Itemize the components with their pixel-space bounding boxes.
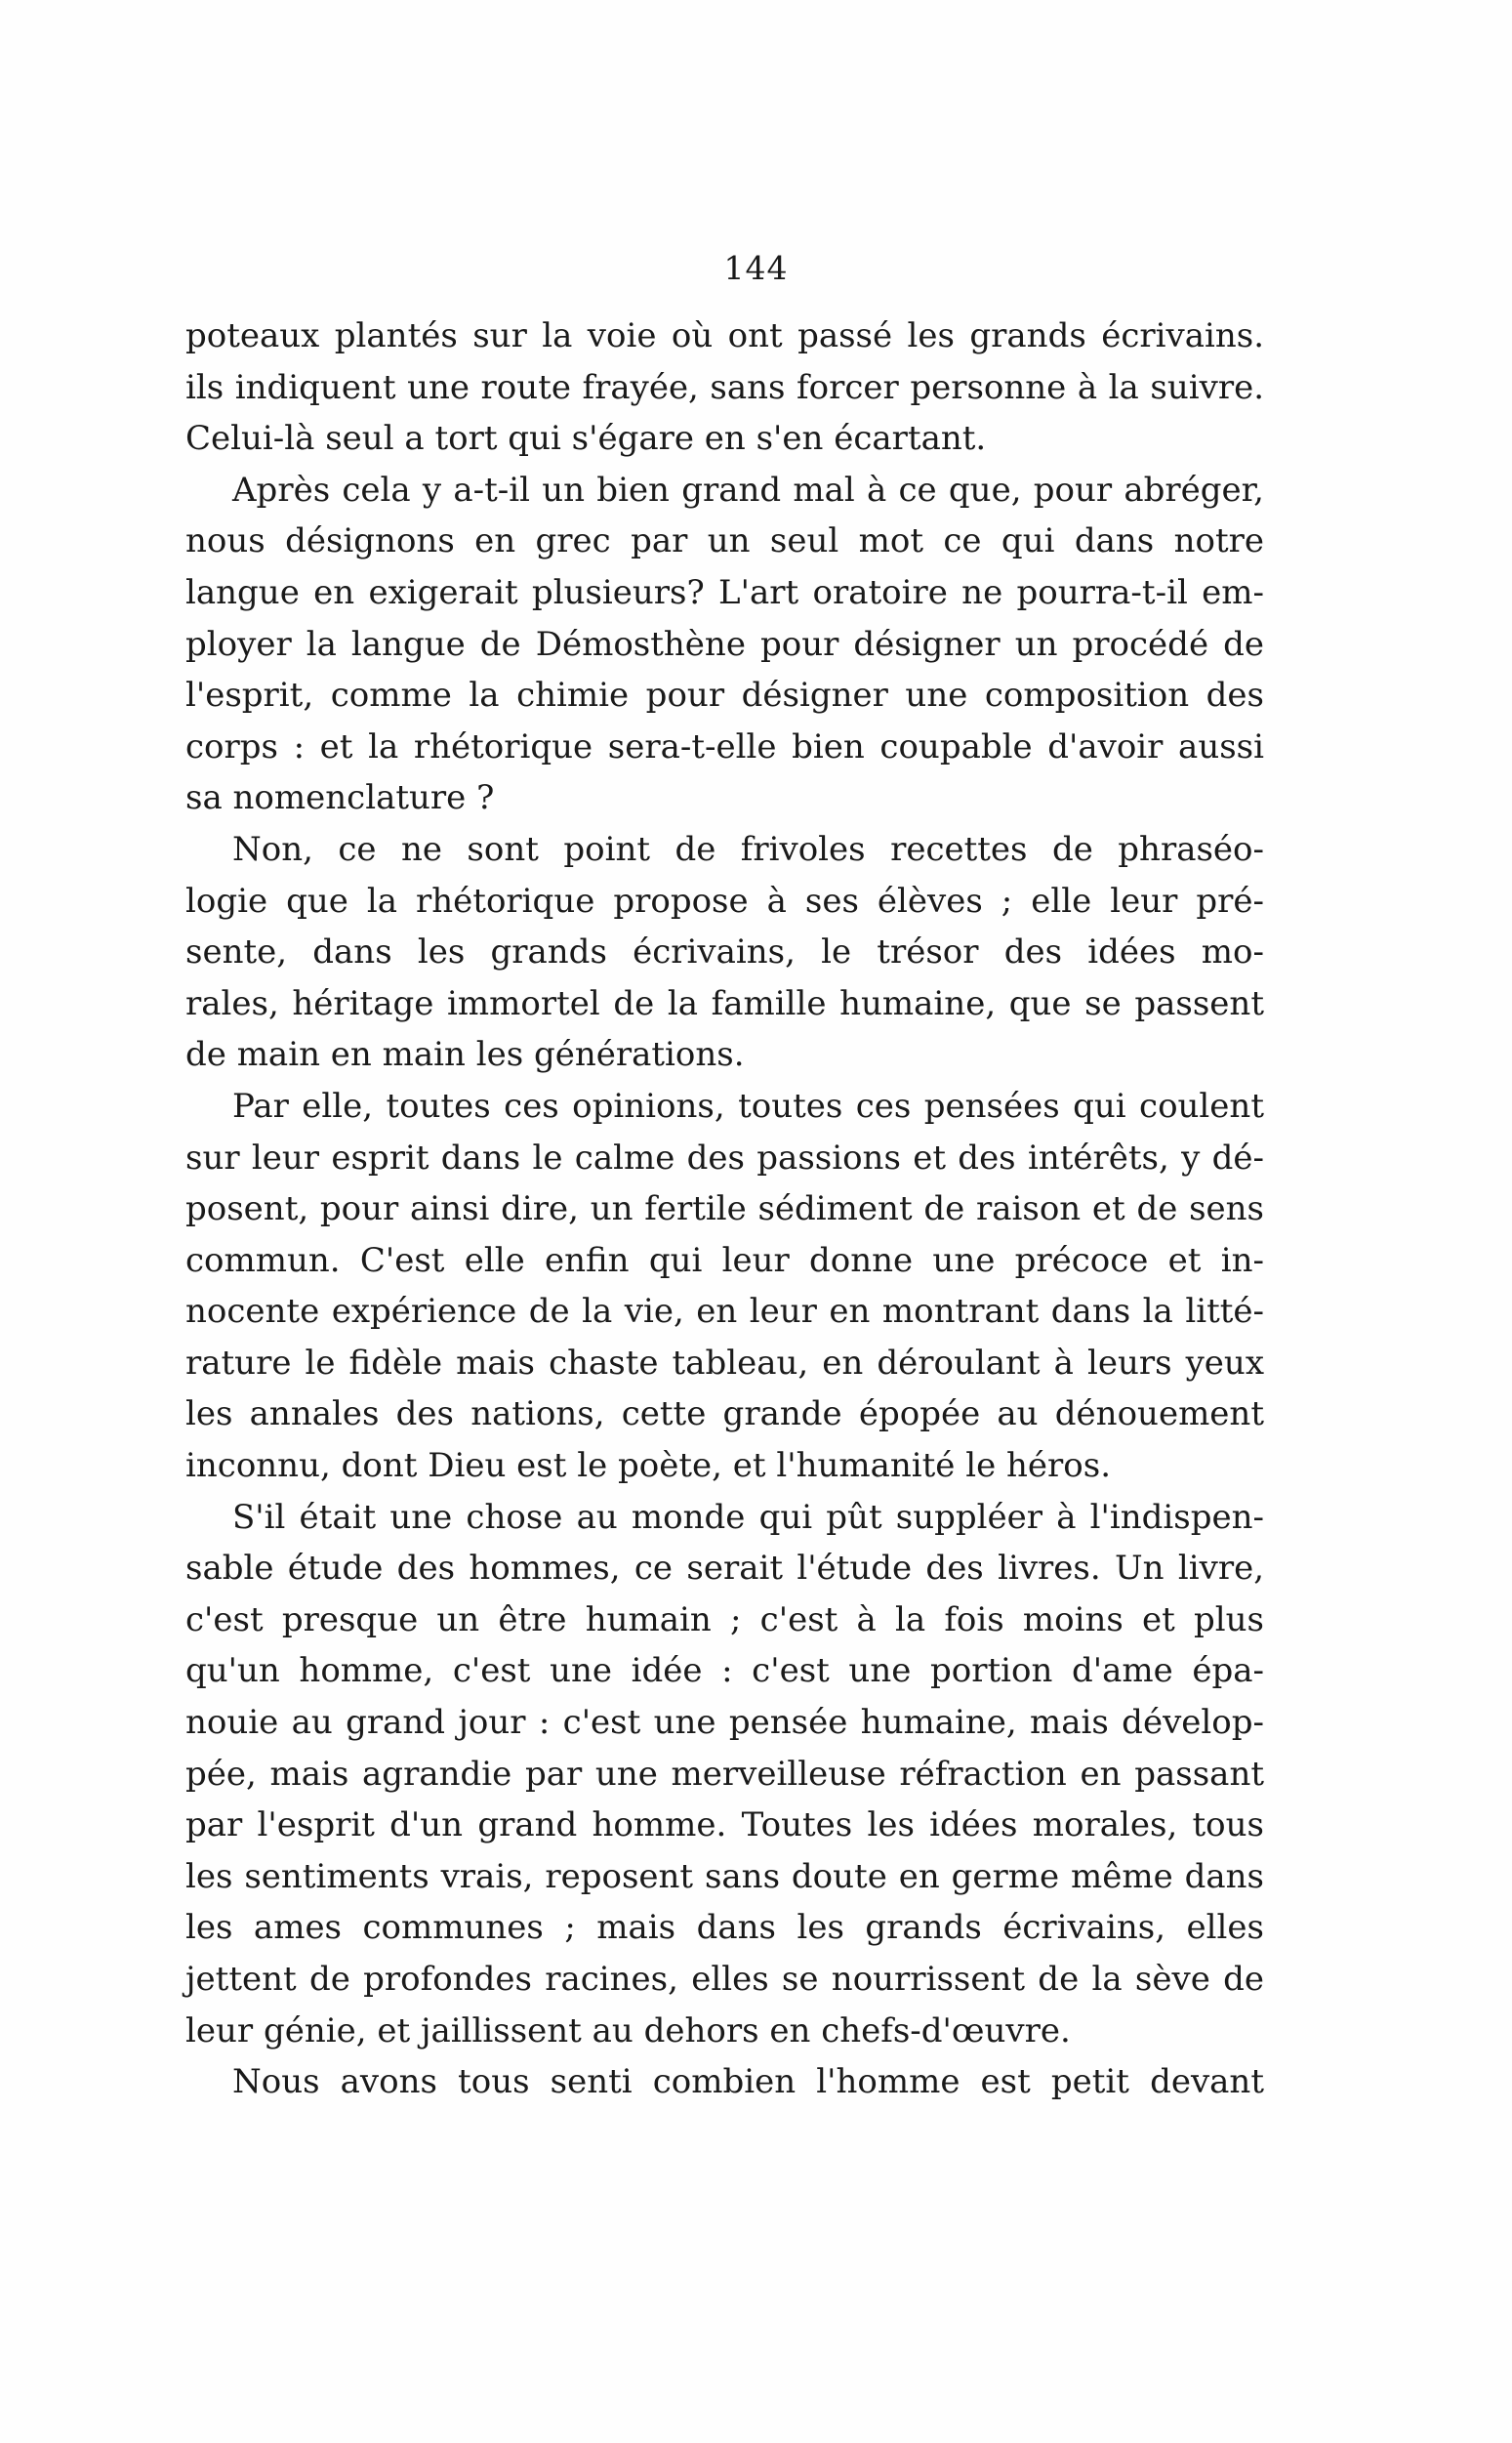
text-line: Par elle, toutes ces opinions, toutes ces pensées qui coulent	[232, 1086, 1264, 1126]
text-line: S'il était une chose au monde qui pût suppléer à l'indispen-	[232, 1497, 1264, 1537]
text-line: posent, pour ainsi dire, un fertile sédiment de raison et de sens	[185, 1189, 1264, 1229]
text-line: c'est presque un être humain ; c'est à la fois moins et plus	[185, 1599, 1264, 1639]
text-line: les ames communes ; mais dans les grands écrivains, elles	[185, 1908, 1264, 1948]
text-line: sur leur esprit dans le calme des passions et des intérêts, y dé-	[185, 1138, 1264, 1178]
text-line: commun. C'est elle enfin qui leur donne une précoce et in-	[185, 1240, 1264, 1280]
text-line: ils indiquent une route frayée, sans forcer personne à la suivre.	[185, 367, 1264, 407]
text-line: Non, ce ne sont point de frivoles recettes de phraséo-	[232, 829, 1264, 869]
text-line: Après cela y a-t-il un bien grand mal à ce que, pour abréger,	[232, 470, 1264, 510]
text-line: les annales des nations, cette grande épopée au dénouement	[185, 1394, 1264, 1434]
text-line: pée, mais agrandie par une merveilleuse réfraction en passant	[185, 1754, 1264, 1794]
text-line: nocente expérience de la vie, en leur en montrant dans la litté-	[185, 1292, 1264, 1332]
text-line: qu'un homme, c'est une idée : c'est une portion d'ame épa-	[185, 1651, 1264, 1691]
text-line: nouie au grand jour : c'est une pensée humaine, mais dévelop-	[185, 1703, 1264, 1743]
text-line: rales, héritage immortel de la famille humaine, que se passent	[185, 983, 1264, 1023]
text-line: Nous avons tous senti combien l'homme est petit devant	[232, 2062, 1264, 2102]
text-line: sente, dans les grands écrivains, le trésor des idées mo-	[185, 932, 1264, 973]
text-line: ployer la langue de Démosthène pour désigner un procédé de	[185, 624, 1264, 664]
page-number: 144	[723, 249, 789, 287]
text-line: leur génie, et jaillissent au dehors en chefs-d'œuvre.	[185, 2010, 1071, 2050]
text-line: corps : et la rhétorique sera-t-elle bien coupable d'avoir aussi	[185, 726, 1264, 766]
text-line: langue en exigerait plusieurs? L'art oratoire ne pourra-t-il em-	[185, 572, 1264, 612]
text-line: par l'esprit d'un grand homme. Toutes les idées morales, tous	[185, 1805, 1264, 1845]
text-line: sa nomenclature ?	[185, 778, 495, 818]
text-line: sable étude des hommes, ce serait l'étude des livres. Un livre,	[185, 1549, 1264, 1589]
text-line: les sentiments vrais, reposent sans doute en germe même dans	[185, 1856, 1264, 1896]
text-line: logie que la rhétorique propose à ses élèves ; elle leur pré-	[185, 881, 1264, 921]
body-text	[185, 311, 1264, 2108]
text-line: rature le fidèle mais chaste tableau, en déroulant à leurs yeux	[185, 1343, 1264, 1383]
text-line: de main en main les générations.	[185, 1035, 745, 1075]
text-line: poteaux plantés sur la voie où ont passé les grands écrivains.	[185, 316, 1264, 355]
text-line: jettent de profondes racines, elles se nourrissent de la sève de	[185, 1960, 1264, 1999]
text-line: Celui-là seul a tort qui s'égare en s'en écartant.	[185, 419, 987, 459]
text-line: inconnu, dont Dieu est le poète, et l'humanité le héros.	[185, 1446, 1112, 1486]
text-line: l'esprit, comme la chimie pour désigner une composition des	[185, 676, 1264, 716]
text-line: nous désignons en grec par un seul mot ce qui dans notre	[185, 521, 1264, 561]
